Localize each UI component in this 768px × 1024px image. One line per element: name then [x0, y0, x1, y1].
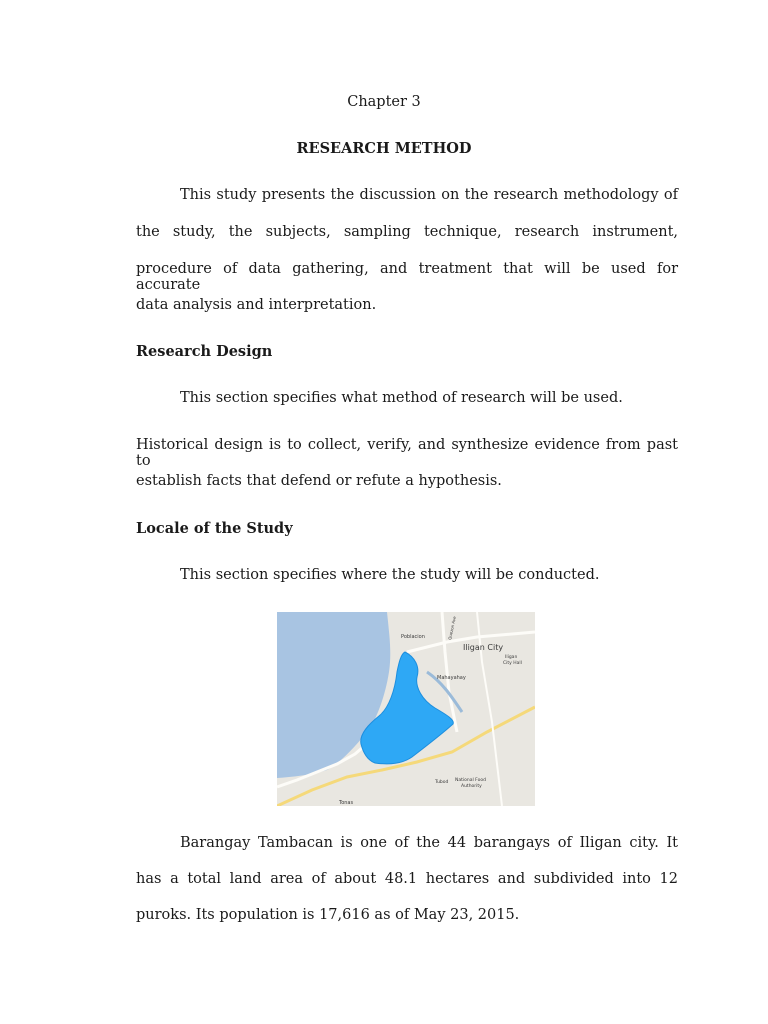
map-label-poblacion: Poblacion: [401, 634, 425, 640]
map-label-road: Quezon Ave: [447, 615, 457, 641]
map-label-iligan-city: Iligan City: [463, 643, 504, 652]
research-design-heading: Research Design: [136, 343, 273, 360]
map-label-city-hall-1: Iligan: [505, 655, 518, 660]
map-label-tonas: Tonas: [339, 800, 354, 806]
tambacan-line-3: puroks. Its population is 17,616 as of May 23, 2015.: [136, 907, 520, 923]
intro-line-4: data analysis and interpretation.: [136, 297, 377, 313]
map-label-tubod: Tubod: [435, 780, 449, 785]
map-label-nfa-2: Authority: [461, 784, 482, 789]
chapter-label: Chapter 3: [347, 94, 421, 110]
research-design-line-1: This section specifies what method of research will be used.: [180, 390, 623, 406]
map-label-mahayahay: Mahayahay: [437, 675, 466, 681]
locale-line-1: This section specifies where the study will be conducted.: [180, 567, 600, 583]
intro-line-1: This study presents the discussion on the research methodology of: [180, 187, 678, 203]
map-label-city-hall-2: City Hall: [503, 661, 522, 666]
intro-line-2: the study, the subjects, sampling technique, research instrument,: [136, 224, 678, 240]
tambacan-line-2: has a total land area of about 48.1 hectares and subdivided into 12: [136, 871, 678, 887]
tambacan-line-1: Barangay Tambacan is one of the 44 barangays of Iligan city. It: [180, 835, 678, 851]
map-graphic: [277, 612, 535, 806]
intro-line-3: procedure of data gathering, and treatment that will be used for accurate: [136, 261, 678, 293]
map-label-nfa-1: National Food: [455, 778, 486, 783]
research-design-line-3: establish facts that defend or refute a hypothesis.: [136, 473, 502, 489]
research-design-line-2: Historical design is to collect, verify, and synthesize evidence from past to: [136, 437, 678, 469]
locale-heading: Locale of the Study: [136, 520, 293, 537]
locale-map-image: [277, 612, 535, 806]
page-title: RESEARCH METHOD: [296, 140, 472, 157]
